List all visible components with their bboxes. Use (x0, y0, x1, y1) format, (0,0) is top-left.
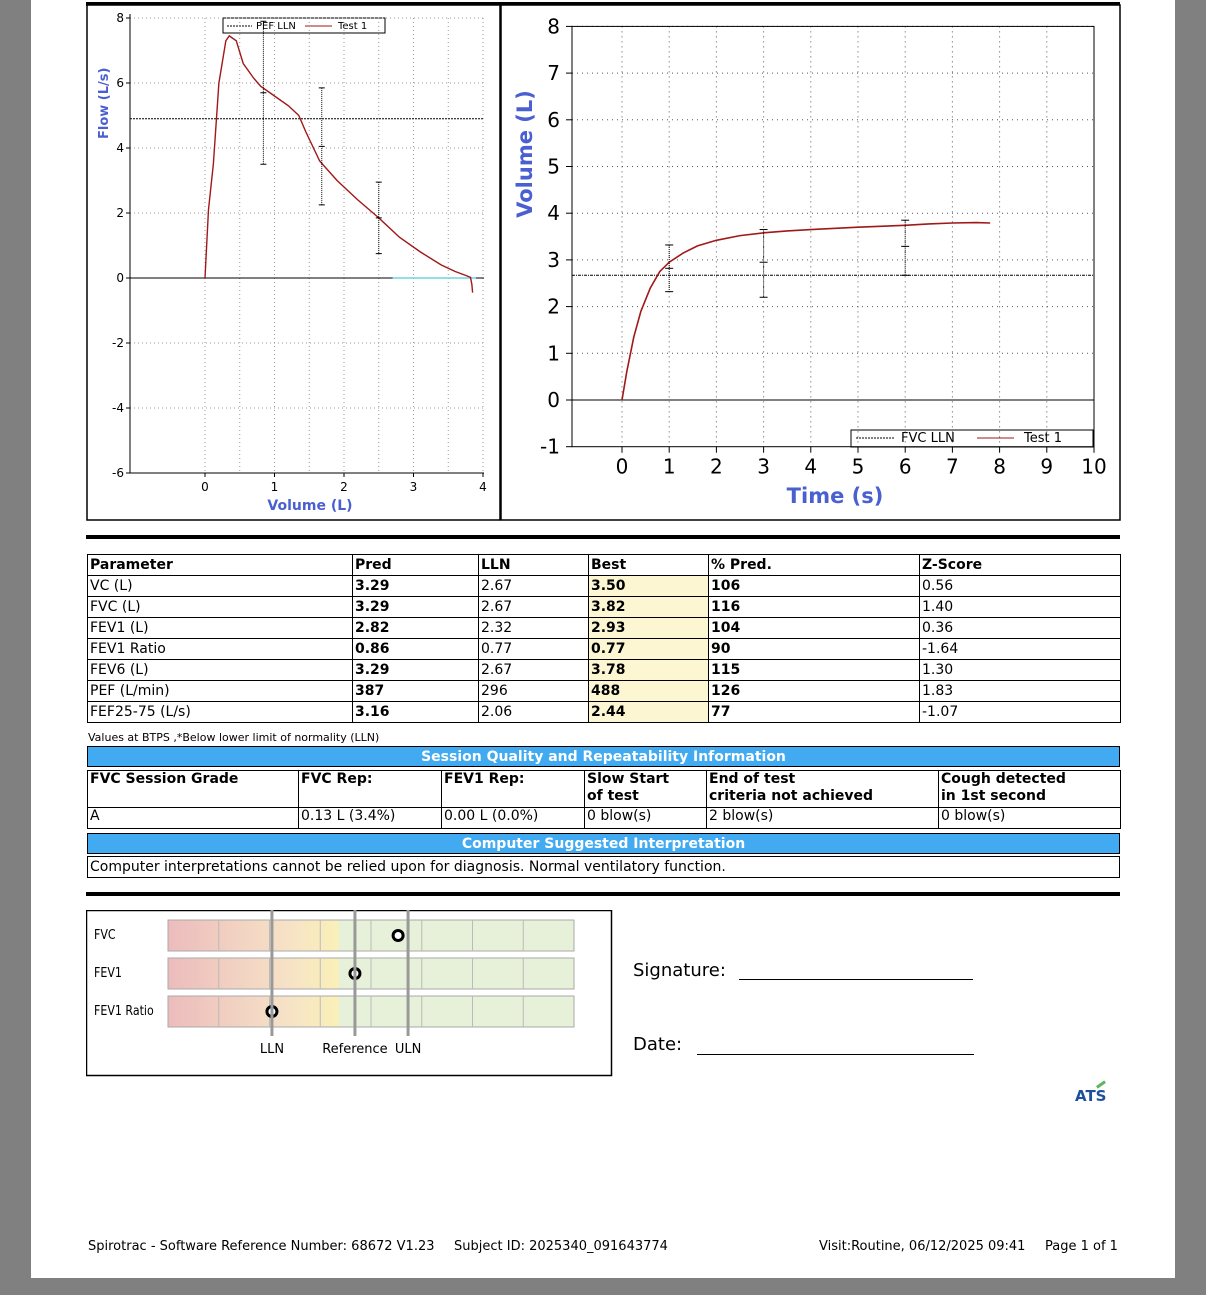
header-lln: LLN (479, 555, 589, 576)
quality-header-fev1-rep: FEV1 Rep: (442, 771, 585, 808)
mid-rule (86, 535, 1120, 539)
footer-subject: Subject ID: 2025340_091643774 (454, 1239, 668, 1254)
param-zscore: 0.36 (920, 618, 1121, 639)
vt-y-tick-label: 3 (547, 247, 560, 272)
fv-legend-lln: PEF LLN (256, 21, 296, 32)
btps-note: Values at BTPS ,*Below lower limit of normality (LLN) (88, 731, 380, 744)
vt-y-tick-label: 6 (547, 107, 560, 132)
param-lln: 2.06 (479, 702, 589, 723)
vt-x-tick-label: 2 (710, 454, 723, 479)
zscore-row-label: FEV1 Ratio (94, 1003, 154, 1019)
param-name: FEV1 Ratio (88, 639, 353, 660)
param-name: VC (L) (88, 576, 353, 597)
fv-y-tick-label: 4 (116, 141, 124, 155)
param-name: FVC (L) (88, 597, 353, 618)
parameter-row (88, 639, 1121, 660)
vt-x-tick-label: 9 (1040, 454, 1054, 479)
header-zscore: Z-Score (920, 555, 1121, 576)
param-pct-pred: 126 (709, 681, 920, 702)
date-line[interactable] (697, 1054, 974, 1055)
fv-y-tick-label: 6 (116, 76, 124, 90)
fv-y-tick-label: 8 (116, 11, 124, 25)
param-pred: 3.29 (353, 597, 479, 618)
vt-y-tick-label: -1 (540, 434, 560, 459)
vt-legend-lln: FVC LLN (901, 431, 955, 446)
vt-x-tick-label: 4 (804, 454, 818, 479)
quality-header-cough: Cough detected in 1st second (939, 771, 1121, 808)
parameter-row (88, 618, 1121, 639)
zscore-reference-label: Reference (322, 1042, 388, 1057)
quality-fev1-rep: 0.00 L (0.0%) (442, 808, 585, 829)
param-pred: 3.16 (353, 702, 479, 723)
vt-x-tick-label: 1 (662, 454, 676, 479)
vt-x-tick-label: 6 (898, 454, 912, 479)
vt-x-tick-label: 10 (1081, 454, 1107, 479)
header-pred: Pred (353, 555, 479, 576)
param-lln: 296 (479, 681, 589, 702)
param-zscore: -1.64 (920, 639, 1121, 660)
quality-header-slow-start: Slow Start of test (585, 771, 707, 808)
quality-header-fvc-rep: FVC Rep: (299, 771, 442, 808)
quality-end-of-test: 2 blow(s) (707, 808, 939, 829)
param-pct-pred: 106 (709, 576, 920, 597)
quality-slow-start: 0 blow(s) (585, 808, 707, 829)
ats-logo: ATS (1075, 1087, 1107, 1105)
fv-legend-test: Test 1 (338, 21, 368, 32)
fv-y-tick-label: 0 (116, 271, 124, 285)
param-pct-pred: 104 (709, 618, 920, 639)
param-name: FEV6 (L) (88, 660, 353, 681)
vt-y-tick-label: 5 (547, 154, 560, 179)
quality-grade: A (88, 808, 299, 829)
param-pred: 0.86 (353, 639, 479, 660)
param-lln: 2.67 (479, 576, 589, 597)
zscore-uln-label: ULN (394, 1042, 422, 1057)
fv-x-tick-label: 0 (201, 480, 209, 494)
vt-x-tick-label: 0 (615, 454, 629, 479)
quality-fvc-rep: 0.13 L (3.4%) (299, 808, 442, 829)
zscore-row-label: FEV1 (94, 965, 122, 981)
fv-x-label: Volume (L) (267, 498, 353, 514)
parameters-header-row (88, 555, 1121, 576)
param-zscore: 1.40 (920, 597, 1121, 618)
parameter-row (88, 681, 1121, 702)
vt-y-tick-label: 8 (547, 14, 560, 39)
signature-label: Signature: (633, 960, 726, 981)
fv-y-tick-label: -4 (112, 401, 124, 415)
param-best: 2.93 (589, 618, 709, 639)
quality-header-row (88, 771, 1121, 808)
vt-y-tick-label: 0 (547, 388, 560, 412)
fv-y-label: Flow (L/s) (97, 67, 112, 139)
vt-x-tick-label: 7 (946, 454, 959, 479)
param-lln: 2.32 (479, 618, 589, 639)
fv-y-tick-label: -2 (112, 336, 124, 350)
fv-y-tick-label: 2 (116, 206, 124, 220)
param-pred: 3.29 (353, 660, 479, 681)
vt-y-label: Volume (L) (513, 90, 537, 218)
param-best: 3.78 (589, 660, 709, 681)
lower-rule (86, 892, 1120, 896)
vt-legend-test: Test 1 (1024, 431, 1063, 446)
vt-x-label: Time (s) (786, 484, 884, 508)
param-lln: 0.77 (479, 639, 589, 660)
quality-value-row (88, 808, 1121, 829)
param-pct-pred: 115 (709, 660, 920, 681)
param-best: 488 (589, 681, 709, 702)
param-lln: 2.67 (479, 660, 589, 681)
header-best: Best (589, 555, 709, 576)
param-name: FEF25-75 (L/s) (88, 702, 353, 723)
parameter-row (88, 702, 1121, 723)
param-zscore: -1.07 (920, 702, 1121, 723)
param-pred: 3.29 (353, 576, 479, 597)
param-zscore: 1.83 (920, 681, 1121, 702)
param-best: 2.44 (589, 702, 709, 723)
flow-volume-chart (86, 4, 501, 521)
footer-visit: Visit:Routine, 06/12/2025 09:41 (819, 1239, 1026, 1254)
param-best: 3.50 (589, 576, 709, 597)
vt-y-tick-label: 1 (547, 341, 560, 366)
vt-y-tick-label: 7 (547, 61, 560, 86)
param-zscore: 1.30 (920, 660, 1121, 681)
zscore-chart (86, 910, 613, 1077)
signature-line[interactable] (739, 979, 973, 980)
zscore-marker (393, 931, 403, 941)
vt-y-tick-label: 4 (547, 201, 560, 226)
footer-software: Spirotrac - Software Reference Number: 68672 V1.23 (88, 1239, 435, 1254)
date-label: Date: (633, 1034, 683, 1055)
interpretation-text: Computer interpretations cannot be relied upon for diagnosis. Normal ventilatory function. (87, 856, 1120, 878)
parameters-table (87, 554, 1121, 723)
quality-cough: 0 blow(s) (939, 808, 1121, 829)
quality-title: Session Quality and Repeatability Information (87, 746, 1120, 767)
param-name: PEF (L/min) (88, 681, 353, 702)
fv-x-tick-label: 1 (270, 480, 279, 494)
zscore-lln-label: LLN (259, 1042, 285, 1057)
zscore-row-label: FVC (94, 927, 116, 943)
vt-x-tick-label: 3 (757, 454, 770, 479)
parameter-row (88, 597, 1121, 618)
param-best: 3.82 (589, 597, 709, 618)
parameter-row (88, 576, 1121, 597)
param-zscore: 0.56 (920, 576, 1121, 597)
quality-table (87, 770, 1121, 829)
fv-x-tick-label: 4 (479, 480, 487, 494)
interpretation-title: Computer Suggested Interpretation (87, 833, 1120, 854)
fv-y-tick-label: -6 (112, 466, 124, 480)
parameter-row (88, 660, 1121, 681)
vt-x-tick-label: 8 (993, 454, 1006, 479)
fv-x-tick-label: 3 (409, 480, 418, 494)
param-pred: 387 (353, 681, 479, 702)
header-parameter: Parameter (88, 555, 353, 576)
param-pct-pred: 77 (709, 702, 920, 723)
vt-x-tick-label: 5 (851, 454, 865, 479)
quality-header-grade: FVC Session Grade (88, 771, 299, 808)
param-pct-pred: 116 (709, 597, 920, 618)
param-best: 0.77 (589, 639, 709, 660)
param-name: FEV1 (L) (88, 618, 353, 639)
volume-time-chart (500, 4, 1121, 521)
fv-x-tick-label: 2 (340, 480, 348, 494)
header-pct-pred: % Pred. (709, 555, 920, 576)
param-pred: 2.82 (353, 618, 479, 639)
quality-header-end-of-test: End of test criteria not achieved (707, 771, 939, 808)
param-lln: 2.67 (479, 597, 589, 618)
vt-y-tick-label: 2 (547, 294, 560, 319)
param-pct-pred: 90 (709, 639, 920, 660)
footer-page: Page 1 of 1 (1045, 1239, 1118, 1254)
